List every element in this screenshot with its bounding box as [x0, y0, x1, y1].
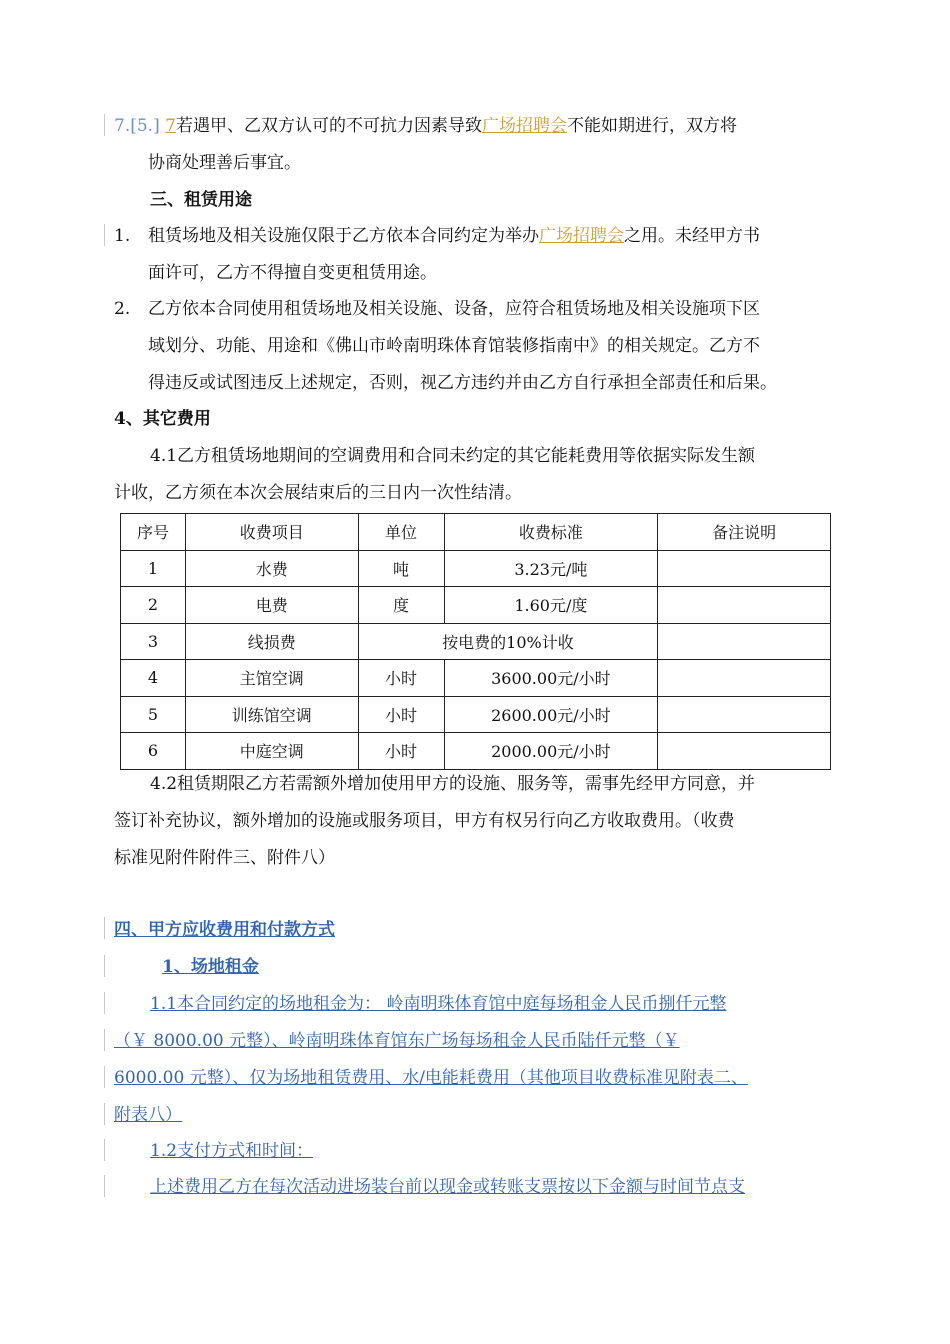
table-row	[121, 587, 831, 624]
table-cell	[658, 733, 831, 770]
table-cell: 主馆空调	[185, 660, 358, 697]
table-header: 单位	[358, 514, 444, 551]
table-cell-merged: 按电费的10%计收	[358, 623, 658, 660]
table-cell: 4	[121, 660, 186, 697]
table-header: 序号	[121, 514, 186, 551]
paragraph-4-2-line2: 签订补充协议，额外增加的设施或服务项目，甲方有权另行向乙方收取费用。（收费	[114, 811, 735, 831]
table-cell: 小时	[358, 733, 444, 770]
table-row	[121, 623, 831, 660]
clause-number: 7.	[114, 116, 131, 136]
table-row	[121, 660, 831, 697]
paragraph-4-1-line2: 计收，乙方须在本次会展结束后的三日内一次性结清。	[114, 483, 522, 503]
table-cell	[658, 623, 831, 660]
change-bar	[104, 114, 105, 136]
table-row	[121, 733, 831, 770]
table-cell	[658, 550, 831, 587]
change-bar	[104, 955, 105, 977]
change-bar	[104, 224, 105, 246]
paragraph-4-2-line3: 标准见附件附件三、附件八）	[114, 848, 335, 868]
table-cell: 线损费	[185, 623, 358, 660]
table-cell: 6	[121, 733, 186, 770]
paragraph-1-2-line2: 上述费用乙方在每次活动进场装台前以现金或转账支票按以下金额与时间节点支	[150, 1177, 745, 1197]
table-cell: 5	[121, 696, 186, 733]
table-cell: 2000.00元/小时	[444, 733, 658, 770]
table-cell: 小时	[358, 660, 444, 697]
list-item-1-line2: 面许可，乙方不得擅自变更租赁用途。	[148, 263, 437, 283]
section-heading: 4、其它费用	[114, 409, 211, 429]
list-item-2-line1: 乙方依本合同使用租赁场地及相关设施、设备，应符合租赁场地及相关设施项下区	[148, 299, 760, 319]
change-bar	[104, 1139, 105, 1161]
change-bar	[104, 1103, 105, 1125]
change-bar	[104, 1175, 105, 1197]
table-cell: 3	[121, 623, 186, 660]
sub-heading: 1、场地租金	[162, 957, 259, 977]
event-link[interactable]: 广场招聘会	[481, 116, 567, 136]
event-link[interactable]: 广场招聘会	[539, 226, 624, 246]
table-cell: 1	[121, 550, 186, 587]
fee-table	[120, 513, 831, 770]
table-cell	[658, 696, 831, 733]
clause-reference: [5.]	[130, 116, 160, 136]
paragraph-1-1-line1: 1.1本合同约定的场地租金为： 岭南明珠体育馆中庭每场租金人民币捌仟元整	[150, 994, 727, 1014]
table-cell: 吨	[358, 550, 444, 587]
list-item-text: 之用。未经甲方书	[624, 226, 760, 246]
list-item-2-number: 2.	[114, 299, 131, 319]
list-item-2-line3: 得违反或试图违反上述规定，否则，视乙方违约并由乙方自行承担全部责任和后果。	[148, 373, 777, 393]
table-cell: 度	[358, 587, 444, 624]
change-bar	[104, 992, 105, 1014]
section-heading: 四、甲方应收费用和付款方式	[114, 920, 335, 940]
change-bar	[104, 1029, 105, 1051]
list-item-text: 租赁场地及相关设施仅限于乙方依本合同约定为举办	[148, 226, 539, 246]
clause-7-line2: 协商处理善后事宜。	[148, 153, 301, 173]
clause-7-line1	[114, 114, 737, 138]
table-cell: 1.60元/度	[444, 587, 658, 624]
table-cell: 小时	[358, 696, 444, 733]
table-cell: 2	[121, 587, 186, 624]
list-item-2-line2: 域划分、功能、用途和《佛山市岭南明珠体育馆装修指南中》的相关规定。乙方不	[148, 336, 760, 356]
section-heading: 三、租赁用途	[150, 190, 252, 210]
clause-text: 不能如期进行，双方将	[566, 116, 737, 136]
change-bar	[104, 1066, 105, 1088]
paragraph-1-1-line3: 6000.00 元整）、仅为场地租赁费用、水/电能耗费用（其他项目收费标准见附表二、	[114, 1068, 748, 1088]
table-cell	[658, 587, 831, 624]
table-cell: 中庭空调	[185, 733, 358, 770]
table-cell: 水费	[185, 550, 358, 587]
table-cell: 3600.00元/小时	[444, 660, 658, 697]
paragraph-4-1-line1: 4.1乙方租赁场地期间的空调费用和合同未约定的其它能耗费用等依据实际发生额	[150, 446, 756, 466]
table-cell: 电费	[185, 587, 358, 624]
list-item-1-number: 1.	[114, 226, 131, 246]
paragraph-1-2: 1.2支付方式和时间：	[150, 1141, 314, 1161]
table-cell	[658, 660, 831, 697]
table-cell: 2600.00元/小时	[444, 696, 658, 733]
table-row	[121, 550, 831, 587]
table-cell: 3.23元/吨	[444, 550, 658, 587]
table-cell: 训练馆空调	[185, 696, 358, 733]
table-header: 收费标准	[444, 514, 658, 551]
list-item-1-line1	[148, 224, 760, 248]
clause-anchor[interactable]: 7	[165, 116, 176, 136]
change-bar	[104, 917, 105, 939]
paragraph-1-1-line4: 附表八）	[114, 1105, 182, 1125]
paragraph-1-1-line2: （￥ 8000.00 元整）、岭南明珠体育馆东广场每场租金人民币陆仟元整（￥	[114, 1031, 680, 1051]
table-row	[121, 696, 831, 733]
table-header-row	[121, 514, 831, 551]
paragraph-4-2-line1: 4.2租赁期限乙方若需额外增加使用甲方的设施、服务等，需事先经甲方同意，并	[150, 774, 756, 794]
table-header: 备注说明	[658, 514, 831, 551]
clause-text: 若遇甲、乙双方认可的不可抗力因素导致	[175, 116, 482, 136]
table-header: 收费项目	[185, 514, 358, 551]
